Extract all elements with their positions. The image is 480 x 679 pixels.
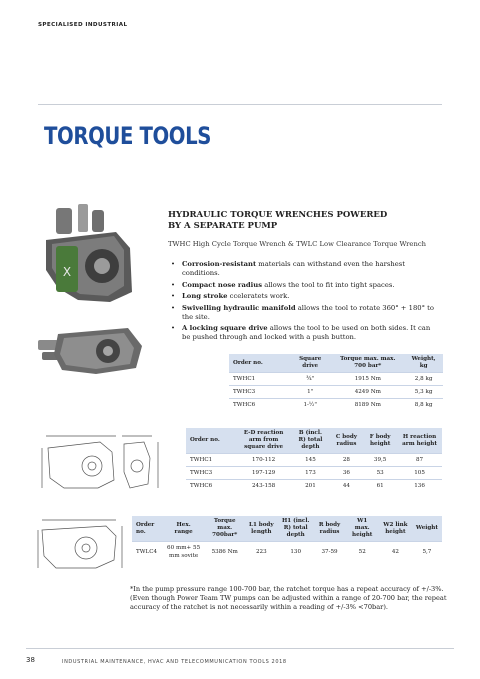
svg-text:X: X	[62, 265, 72, 279]
table-cell: 5386 Nm	[205, 542, 245, 563]
column-header: Order no.	[229, 354, 289, 373]
table-cell: 105	[397, 467, 442, 480]
column-header: F body height	[363, 428, 397, 454]
table-cell: 61	[363, 480, 397, 493]
column-header: Weight	[412, 516, 442, 542]
top-divider	[38, 104, 442, 105]
product-subheading: TWHC High Cycle Torque Wrench & TWLC Low Clearance Torque Wrench	[168, 240, 427, 248]
table-cell: 2,8 kg	[404, 373, 443, 386]
table-cell: 223	[245, 542, 278, 563]
table-row	[132, 542, 442, 563]
table-cell: 42	[379, 542, 412, 563]
footnote: *In the pump pressure range 100-700 bar, the ratchet torque has a repeat accuracy of +/-3%. (Even though Power Team TW pumps can be adjusted within a range of 20-700 bar, the repeat accuracy of the ratchet is not necessarily within a reading of +/-3% <70bar).	[130, 585, 447, 611]
column-header: H reaction arm height	[397, 428, 442, 454]
section-label: SPECIALISED INDUSTRIAL	[38, 22, 128, 28]
page-title: TORQUE TOOLS	[44, 122, 211, 150]
footer-text: INDUSTRIAL MAINTENANCE, HVAC AND TELECOMMUNICATION TOOLS 2018	[62, 659, 287, 665]
table-cell: TWHC1	[229, 373, 289, 386]
table-cell: 52	[346, 542, 379, 563]
twlc-dimension-drawing	[36, 516, 128, 576]
table-cell: 37-59	[314, 542, 346, 563]
table-cell: 87	[397, 454, 442, 467]
table-row	[186, 480, 442, 493]
column-header: L1 body length	[245, 516, 278, 542]
table-cell: ¾"	[289, 373, 331, 386]
table-cell: 53	[363, 467, 397, 480]
table-cell: 44	[330, 480, 364, 493]
table-cell: 145	[291, 454, 330, 467]
table-cell: TWHC3	[186, 467, 236, 480]
table-cell: TWHC1	[186, 454, 236, 467]
table-cell: 60 mm+ 55 mm sovite	[163, 542, 205, 563]
table-cell: 201	[291, 480, 330, 493]
table-cell: 39,5	[363, 454, 397, 467]
table-cell: 8,8 kg	[404, 399, 443, 412]
product-heading: HYDRAULIC TORQUE WRENCHES POWERED BY A SEPARATE PUMP	[168, 210, 388, 231]
column-header: H1 (incl. R) total depth	[278, 516, 314, 542]
column-header: Torque max. max. 700 bar*	[331, 354, 404, 373]
twhc-dimension-drawing	[40, 428, 178, 498]
feature-item: • Compact nose radius allows the tool to fit into tight spaces.	[168, 281, 438, 290]
table-cell: 136	[397, 480, 442, 493]
table-row	[186, 454, 442, 467]
column-header: Torque max. 700bar*	[205, 516, 245, 542]
table-cell: 197-129	[236, 467, 291, 480]
table-header-row	[229, 354, 443, 373]
column-header: Weight, kg	[404, 354, 443, 373]
spec-table-twhc-dimensions	[186, 428, 442, 492]
table-header-row	[186, 428, 442, 454]
table-row	[186, 467, 442, 480]
column-header: W1 max. height	[346, 516, 379, 542]
table-cell: TWLC4	[132, 542, 163, 563]
table-cell: 243-158	[236, 480, 291, 493]
table-cell: TWHC6	[229, 399, 289, 412]
table-cell: 5,7	[412, 542, 442, 563]
footer-divider	[26, 648, 454, 649]
column-header: R body radius	[314, 516, 346, 542]
table-cell: 4249 Nm	[331, 386, 404, 399]
table-cell: 173	[291, 467, 330, 480]
feature-item: • A locking square drive allows the tool to be used on both sides. It can be pushed through and locked with a push button.	[168, 324, 438, 342]
column-header: E-D reaction arm from square drive	[236, 428, 291, 454]
feature-item: • Corrosion-resistant materials can withstand even the harshest conditions.	[168, 260, 438, 278]
column-header: B (incl. R) total depth	[291, 428, 330, 454]
table-cell: 1915 Nm	[331, 373, 404, 386]
spec-table-twlc	[132, 516, 442, 562]
table-header-row	[132, 516, 442, 542]
table-cell: 5,3 kg	[404, 386, 443, 399]
twhc-wrench-photo	[38, 200, 143, 310]
table-row	[229, 373, 443, 386]
table-row	[229, 386, 443, 399]
table-cell: 1"	[289, 386, 331, 399]
column-header: C body radius	[330, 428, 364, 454]
table-cell: 170-112	[236, 454, 291, 467]
page-number: 38	[26, 656, 35, 664]
feature-item: • Swivelling hydraulic manifold allows the tool to rotate 360° + 180° to the site.	[168, 304, 438, 322]
table-cell: TWHC6	[186, 480, 236, 493]
table-cell: 130	[278, 542, 314, 563]
feature-item: • Long stroke cceleratets work.	[168, 292, 438, 301]
column-header: Hex. range	[163, 516, 205, 542]
table-cell: 1-½"	[289, 399, 331, 412]
column-header: Square drive	[289, 354, 331, 373]
table-row	[229, 399, 443, 412]
table-cell: 36	[330, 467, 364, 480]
column-header: W2 link height	[379, 516, 412, 542]
table-cell: TWHC3	[229, 386, 289, 399]
table-cell: 8189 Nm	[331, 399, 404, 412]
twlc-wrench-photo	[36, 318, 146, 380]
spec-table-twhc-torque	[229, 354, 443, 411]
column-header: Order no.	[132, 516, 163, 542]
column-header: Order no.	[186, 428, 236, 454]
feature-list	[168, 260, 438, 345]
table-cell: 28	[330, 454, 364, 467]
